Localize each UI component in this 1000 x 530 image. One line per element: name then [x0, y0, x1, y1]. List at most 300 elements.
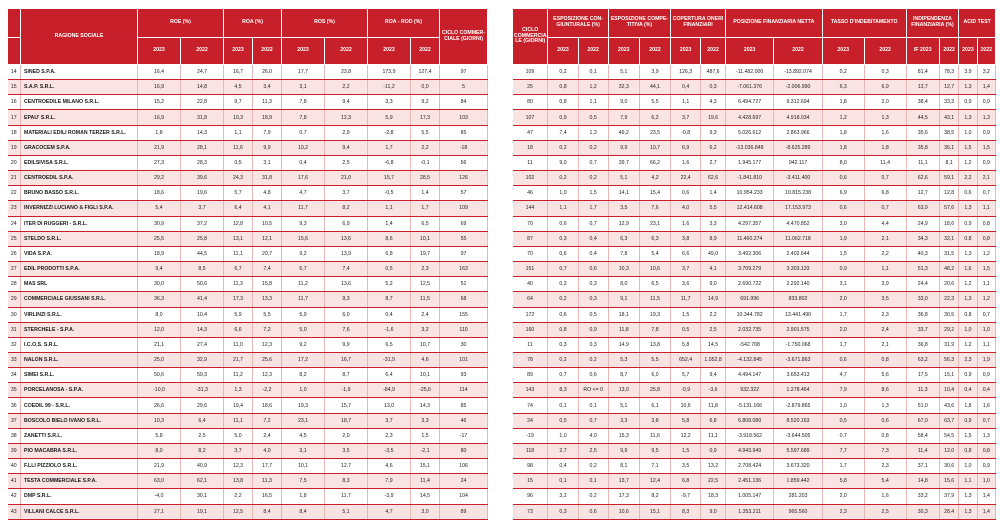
- table-row: [513, 489, 996, 504]
- table-cell: 5,9: [282, 307, 325, 322]
- table-cell: 0,6: [822, 352, 864, 367]
- company-name: STERCHELE - S.P.A.: [21, 322, 138, 337]
- table-cell: 16,4: [138, 65, 181, 80]
- table-cell: 3,2: [411, 322, 440, 337]
- table-cell: 5.026.612: [725, 125, 773, 140]
- company-name: CENTROEDIL S.P.A.: [21, 171, 138, 186]
- table-cell: 0,2: [578, 489, 608, 504]
- table-cell: 1,7: [822, 307, 864, 322]
- table-cell: 85: [440, 398, 488, 413]
- table-cell: 3.492.306: [725, 246, 773, 261]
- table-cell: 9,2: [282, 246, 325, 261]
- table-cell: 13,6: [325, 231, 368, 246]
- table-cell: 12,7: [906, 186, 939, 201]
- table-cell: 10,3: [224, 110, 253, 125]
- year-header: 2022: [977, 38, 995, 65]
- table-cell: 39,7: [608, 155, 639, 170]
- table-cell: 8,2: [639, 489, 670, 504]
- company-name: CENTROEDILE MILANO S.R.L.: [21, 95, 138, 110]
- table-cell: 13,8: [639, 337, 670, 352]
- table-cell: 1,5: [578, 186, 608, 201]
- table-cell: 5,1: [608, 171, 639, 186]
- table-row: [8, 459, 488, 474]
- table-cell: 11,2: [224, 368, 253, 383]
- table-cell: 1,0: [548, 186, 578, 201]
- table-cell: -3.411.400: [774, 171, 822, 186]
- table-cell: -3,6: [701, 383, 726, 398]
- table-cell: 20,7: [253, 246, 282, 261]
- table-cell: 12.414.608: [725, 201, 773, 216]
- table-cell: 1,1: [548, 201, 578, 216]
- table-cell: 6,0: [325, 307, 368, 322]
- table-cell: 1,1: [864, 262, 906, 277]
- table-cell: 15,7: [325, 398, 368, 413]
- table-cell: 11,4: [864, 155, 906, 170]
- table-cell: 37,1: [906, 459, 939, 474]
- table-cell: 10.344.782: [725, 307, 773, 322]
- table-cell: 17,6: [282, 171, 325, 186]
- table-cell: 7,2: [253, 413, 282, 428]
- table-cell: 8.520.163: [774, 413, 822, 428]
- table-cell: 0,1: [578, 65, 608, 80]
- table-cell: 12,2: [671, 428, 701, 443]
- table-cell: 16,7: [224, 65, 253, 80]
- table-cell: 19,7: [411, 246, 440, 261]
- table-cell: 50,6: [138, 368, 181, 383]
- table-cell: -6,8: [368, 155, 411, 170]
- table-cell: 10,1: [411, 368, 440, 383]
- table-cell: 33,0: [906, 292, 939, 307]
- table-cell: 5,5: [253, 307, 282, 322]
- company-name: PIO MACABRA S.R.L.: [21, 443, 138, 458]
- table-cell: 107: [513, 110, 548, 125]
- table-cell: 7,8: [282, 110, 325, 125]
- table-cell: 11,8: [608, 322, 639, 337]
- table-cell: 15,6: [282, 231, 325, 246]
- row-number: 26: [8, 246, 21, 261]
- table-cell: 9,9: [325, 337, 368, 352]
- row-number: 29: [8, 292, 21, 307]
- table-cell: 13,6: [325, 277, 368, 292]
- table-cell: 30,1: [181, 489, 224, 504]
- table-cell: 74: [513, 398, 548, 413]
- table-cell: 17.153.973: [774, 201, 822, 216]
- company-name: STELDO S.R.L.: [21, 231, 138, 246]
- row-number: 21: [8, 171, 21, 186]
- table-cell: 127,4: [411, 65, 440, 80]
- table-cell: 15,6: [939, 474, 958, 489]
- table-cell: 1,2: [822, 110, 864, 125]
- table-cell: 12,5: [411, 277, 440, 292]
- table-cell: 8,0: [138, 307, 181, 322]
- table-cell: 0,1: [578, 398, 608, 413]
- table-cell: -10,0: [138, 383, 181, 398]
- table-cell: 43,6: [939, 398, 958, 413]
- table-cell: 1,1: [224, 125, 253, 140]
- table-cell: 1,3: [959, 489, 977, 504]
- table-cell: 27,1: [138, 504, 181, 519]
- year-header: 2022: [939, 38, 958, 65]
- table-cell: 2.402.644: [774, 246, 822, 261]
- table-cell: 3.673.320: [774, 459, 822, 474]
- left-table-body: [8, 65, 488, 520]
- table-cell: 2,0: [822, 292, 864, 307]
- table-cell: 1,9: [822, 231, 864, 246]
- table-cell: 1,5: [671, 443, 701, 458]
- table-cell: -0,5: [368, 186, 411, 201]
- table-cell: 1,0: [282, 383, 325, 398]
- table-cell: 11,2: [282, 277, 325, 292]
- table-row: [513, 307, 996, 322]
- table-cell: 33,3: [939, 95, 958, 110]
- table-cell: 0,0: [411, 80, 440, 95]
- table-cell: -3,9: [368, 489, 411, 504]
- table-cell: 22,4: [671, 171, 701, 186]
- year-header: 2023: [959, 38, 977, 65]
- esposizione-competitiva-header: ESPOSIZIONE COMPE-TITIVA (%): [608, 9, 670, 38]
- table-cell: 59,3: [181, 368, 224, 383]
- table-cell: 16,7: [325, 352, 368, 367]
- table-cell: 2,2: [701, 307, 726, 322]
- table-cell: 35,6: [906, 125, 939, 140]
- row-number: 15: [8, 80, 21, 95]
- table-row: [513, 246, 996, 261]
- table-cell: 16,9: [138, 110, 181, 125]
- table-cell: 126,3: [671, 65, 701, 80]
- table-cell: 97: [440, 65, 488, 80]
- table-row: [8, 413, 488, 428]
- table-cell: 10,6: [671, 398, 701, 413]
- table-cell: 4,1: [701, 262, 726, 277]
- table-cell: 29,2: [939, 322, 958, 337]
- table-cell: -31,3: [181, 383, 224, 398]
- table-cell: 6,0: [639, 368, 670, 383]
- table-cell: 32,1: [939, 231, 958, 246]
- table-cell: 24,9: [906, 216, 939, 231]
- table-cell: 9,4: [138, 262, 181, 277]
- table-cell: 7,9: [822, 383, 864, 398]
- table-cell: 17,2: [282, 352, 325, 367]
- table-cell: 15,1: [639, 504, 670, 519]
- table-cell: 36,8: [906, 307, 939, 322]
- table-cell: 1,4: [977, 504, 995, 519]
- table-cell: 1,2: [977, 292, 995, 307]
- table-cell: 10,4: [939, 383, 958, 398]
- table-cell: 31,5: [939, 246, 958, 261]
- table-cell: 32,3: [608, 80, 639, 95]
- table-cell: 28,1: [181, 140, 224, 155]
- table-cell: 2,9: [325, 125, 368, 140]
- table-row: [8, 489, 488, 504]
- table-cell: -542.708: [725, 337, 773, 352]
- table-cell: 2.032.735: [725, 322, 773, 337]
- table-cell: 2,3: [959, 352, 977, 367]
- table-cell: 1,1: [959, 474, 977, 489]
- table-cell: 30,5: [939, 307, 958, 322]
- roa-header: ROA (%): [224, 9, 282, 38]
- table-row: [513, 383, 996, 398]
- table-cell: 6,8: [864, 186, 906, 201]
- table-cell: 101: [440, 352, 488, 367]
- table-cell: -31,9: [368, 352, 411, 367]
- table-cell: 24: [513, 413, 548, 428]
- table-cell: 1,0: [977, 474, 995, 489]
- table-cell: 14,3: [181, 125, 224, 140]
- table-cell: 942.117: [774, 155, 822, 170]
- table-row: [513, 443, 996, 458]
- table-row: [513, 292, 996, 307]
- table-cell: 3.653.413: [774, 368, 822, 383]
- table-cell: 0,5: [368, 262, 411, 277]
- table-cell: 9,4: [701, 368, 726, 383]
- copertura-oneri-header: COPERTURA ONERI FINANZIARI: [671, 9, 726, 38]
- table-cell: 4,6: [368, 459, 411, 474]
- table-row: [513, 262, 996, 277]
- table-cell: 7,1: [639, 459, 670, 474]
- table-row: [513, 65, 996, 80]
- table-row: [513, 216, 996, 231]
- table-cell: 14,3: [411, 398, 440, 413]
- table-cell: -5.131.166: [725, 398, 773, 413]
- table-cell: 10,6: [639, 262, 670, 277]
- table-cell: 1.859.442: [774, 474, 822, 489]
- table-cell: 51: [440, 277, 488, 292]
- table-row: [8, 110, 488, 125]
- table-cell: -2.006.990: [774, 80, 822, 95]
- company-name: MATERIALI EDILI ROMAN TERZER S.R.L.: [21, 125, 138, 140]
- table-cell: 12,3: [224, 459, 253, 474]
- table-cell: 0,7: [822, 428, 864, 443]
- table-cell: 6,2: [639, 110, 670, 125]
- ros-header: ROS (%): [282, 9, 368, 38]
- table-cell: 2.690.722: [725, 277, 773, 292]
- acid-test-header: ACID TEST: [959, 9, 996, 38]
- table-cell: 11.460.274: [725, 231, 773, 246]
- table-cell: 8,4: [282, 504, 325, 519]
- table-cell: 1,3: [959, 201, 977, 216]
- table-cell: 1.005.147: [725, 489, 773, 504]
- table-cell: 15,3: [608, 428, 639, 443]
- table-cell: 17,3: [608, 489, 639, 504]
- table-cell: 3,3: [701, 216, 726, 231]
- row-number: 27: [8, 262, 21, 277]
- table-cell: 0,8: [977, 216, 995, 231]
- table-cell: 0,6: [864, 413, 906, 428]
- table-cell: 12,1: [253, 231, 282, 246]
- table-cell: 1,3: [864, 110, 906, 125]
- table-cell: 0,6: [548, 216, 578, 231]
- table-cell: 14,9: [608, 337, 639, 352]
- table-cell: 9,3: [325, 292, 368, 307]
- table-cell: 4.494.147: [725, 368, 773, 383]
- table-cell: 63,2: [906, 352, 939, 367]
- table-cell: 14,8: [906, 474, 939, 489]
- table-cell: 5,7: [671, 368, 701, 383]
- table-cell: 33,2: [906, 489, 939, 504]
- table-cell: 3,4: [253, 80, 282, 95]
- table-cell: 4,0: [253, 443, 282, 458]
- year-header: 2022: [864, 38, 906, 65]
- table-cell: 13,3: [253, 292, 282, 307]
- year-header: 2022: [701, 38, 726, 65]
- table-cell: 0,9: [977, 125, 995, 140]
- table-cell: 26,0: [253, 65, 282, 80]
- table-cell: 21,0: [325, 171, 368, 186]
- table-cell: 11,0: [224, 337, 253, 352]
- row-number: 14: [8, 65, 21, 80]
- table-cell: -3.918.562: [725, 428, 773, 443]
- year-header: 2022: [253, 38, 282, 65]
- table-cell: 0,8: [959, 231, 977, 246]
- table-cell: 3,8: [671, 231, 701, 246]
- table-cell: 1,6: [671, 155, 701, 170]
- company-name: S.A.P. S.R.L.: [21, 80, 138, 95]
- table-cell: 0,7: [578, 216, 608, 231]
- table-cell: 0,9: [977, 459, 995, 474]
- table-cell: 19,6: [181, 186, 224, 201]
- table-cell: 0,2: [548, 140, 578, 155]
- table-cell: 3,5: [325, 443, 368, 458]
- table-cell: 6,3: [639, 231, 670, 246]
- row-number: 33: [8, 352, 21, 367]
- table-row: [513, 413, 996, 428]
- table-cell: 3,7: [671, 262, 701, 277]
- table-cell: 9,1: [608, 292, 639, 307]
- table-cell: 19,3: [282, 398, 325, 413]
- table-cell: 11,7: [282, 292, 325, 307]
- table-cell: 85: [440, 125, 488, 140]
- company-name: BRUNO BASSO S.R.L.: [21, 186, 138, 201]
- table-cell: 22,8: [181, 95, 224, 110]
- table-cell: 932.322: [725, 383, 773, 398]
- table-cell: 3,7: [671, 110, 701, 125]
- table-cell: 44,1: [639, 80, 670, 95]
- table-cell: 2,5: [578, 443, 608, 458]
- table-cell: 89: [440, 504, 488, 519]
- table-cell: 1,0: [822, 398, 864, 413]
- table-cell: 70: [513, 246, 548, 261]
- table-cell: 40,3: [906, 246, 939, 261]
- table-cell: 2,2: [325, 80, 368, 95]
- table-cell: 3,3: [608, 413, 639, 428]
- company-name: MAS SRL: [21, 277, 138, 292]
- table-cell: 12,7: [325, 459, 368, 474]
- year-header: 2022: [325, 38, 368, 65]
- table-cell: 3,7: [325, 186, 368, 201]
- table-cell: -4.132.845: [725, 352, 773, 367]
- table-row: [8, 428, 488, 443]
- tasso-indebitamento-header: TASSO D'INDEBITAMENTO: [822, 9, 906, 38]
- table-row: [513, 186, 996, 201]
- table-cell: 62,6: [906, 171, 939, 186]
- table-cell: 2,5: [325, 155, 368, 170]
- table-cell: 0,2: [548, 352, 578, 367]
- table-cell: 11,1: [224, 413, 253, 428]
- table-cell: 37,9: [939, 489, 958, 504]
- row-number: 28: [8, 277, 21, 292]
- table-cell: 23,1: [639, 216, 670, 231]
- table-cell: 6,4: [224, 201, 253, 216]
- company-name: EDILSIVISA S.R.L.: [21, 155, 138, 170]
- table-cell: 1,2: [959, 277, 977, 292]
- table-cell: 1,0: [959, 125, 977, 140]
- table-cell: 0,4: [368, 307, 411, 322]
- table-cell: 49,2: [608, 125, 639, 140]
- ciclo-commerciale-header: CICLO COMMERCIA-LE (GIORNI): [513, 9, 548, 65]
- table-cell: 0,3: [864, 65, 906, 80]
- table-cell: 19,6: [701, 110, 726, 125]
- table-cell: 0,9: [548, 110, 578, 125]
- table-cell: -2.879.865: [774, 398, 822, 413]
- table-cell: 7,2: [253, 322, 282, 337]
- table-cell: 2,1: [864, 337, 906, 352]
- table-cell: 33,7: [906, 322, 939, 337]
- table-cell: 652,4: [671, 352, 701, 367]
- table-row: [8, 337, 488, 352]
- table-cell: 73: [513, 504, 548, 519]
- table-row: [513, 80, 996, 95]
- row-number: 36: [8, 398, 21, 413]
- table-cell: 0,8: [548, 80, 578, 95]
- table-cell: -7.061.376: [725, 80, 773, 95]
- table-cell: 3,0: [411, 504, 440, 519]
- table-row: [513, 155, 996, 170]
- table-cell: 10,7: [639, 140, 670, 155]
- table-cell: 24: [440, 474, 488, 489]
- year-header: 2023: [138, 38, 181, 65]
- table-cell: 1,2: [959, 337, 977, 352]
- table-cell: 55: [440, 231, 488, 246]
- table-cell: -18: [440, 140, 488, 155]
- table-cell: 1,4: [977, 80, 995, 95]
- table-cell: 11,5: [639, 292, 670, 307]
- table-cell: 2,7: [548, 443, 578, 458]
- year-header: 2023: [548, 38, 578, 65]
- table-row: [8, 140, 488, 155]
- table-cell: 3,5: [671, 459, 701, 474]
- table-cell: 36,8: [906, 337, 939, 352]
- table-cell: 19,3: [639, 307, 670, 322]
- table-cell: 0,9: [578, 322, 608, 337]
- company-name: COEDIL 99 - S.R.L.: [21, 398, 138, 413]
- table-cell: 32,9: [181, 352, 224, 367]
- table-cell: 13,8: [224, 474, 253, 489]
- table-cell: 1,0: [548, 428, 578, 443]
- table-cell: 2,4: [253, 428, 282, 443]
- table-cell: 6,9: [325, 216, 368, 231]
- table-cell: 40: [513, 277, 548, 292]
- table-cell: 1,2: [959, 155, 977, 170]
- table-cell: 9,4: [325, 95, 368, 110]
- table-row: [8, 216, 488, 231]
- company-name: INVERNIZZI LUCIANO & FIGLI S.P.A.: [21, 201, 138, 216]
- table-cell: 0,7: [548, 368, 578, 383]
- table-cell: 23,8: [325, 65, 368, 80]
- table-cell: 17,7: [253, 459, 282, 474]
- table-row: [8, 95, 488, 110]
- table-cell: 1,5: [959, 428, 977, 443]
- table-cell: 25,5: [138, 231, 181, 246]
- row-number: 32: [8, 337, 21, 352]
- year-header: 2022: [411, 38, 440, 65]
- table-cell: 9,9: [608, 443, 639, 458]
- table-cell: 12,8: [224, 216, 253, 231]
- table-row: [8, 231, 488, 246]
- year-header: 2023: [282, 38, 325, 65]
- table-cell: 965.560: [774, 504, 822, 519]
- table-cell: 15,1: [411, 459, 440, 474]
- table-cell: 833.802: [774, 292, 822, 307]
